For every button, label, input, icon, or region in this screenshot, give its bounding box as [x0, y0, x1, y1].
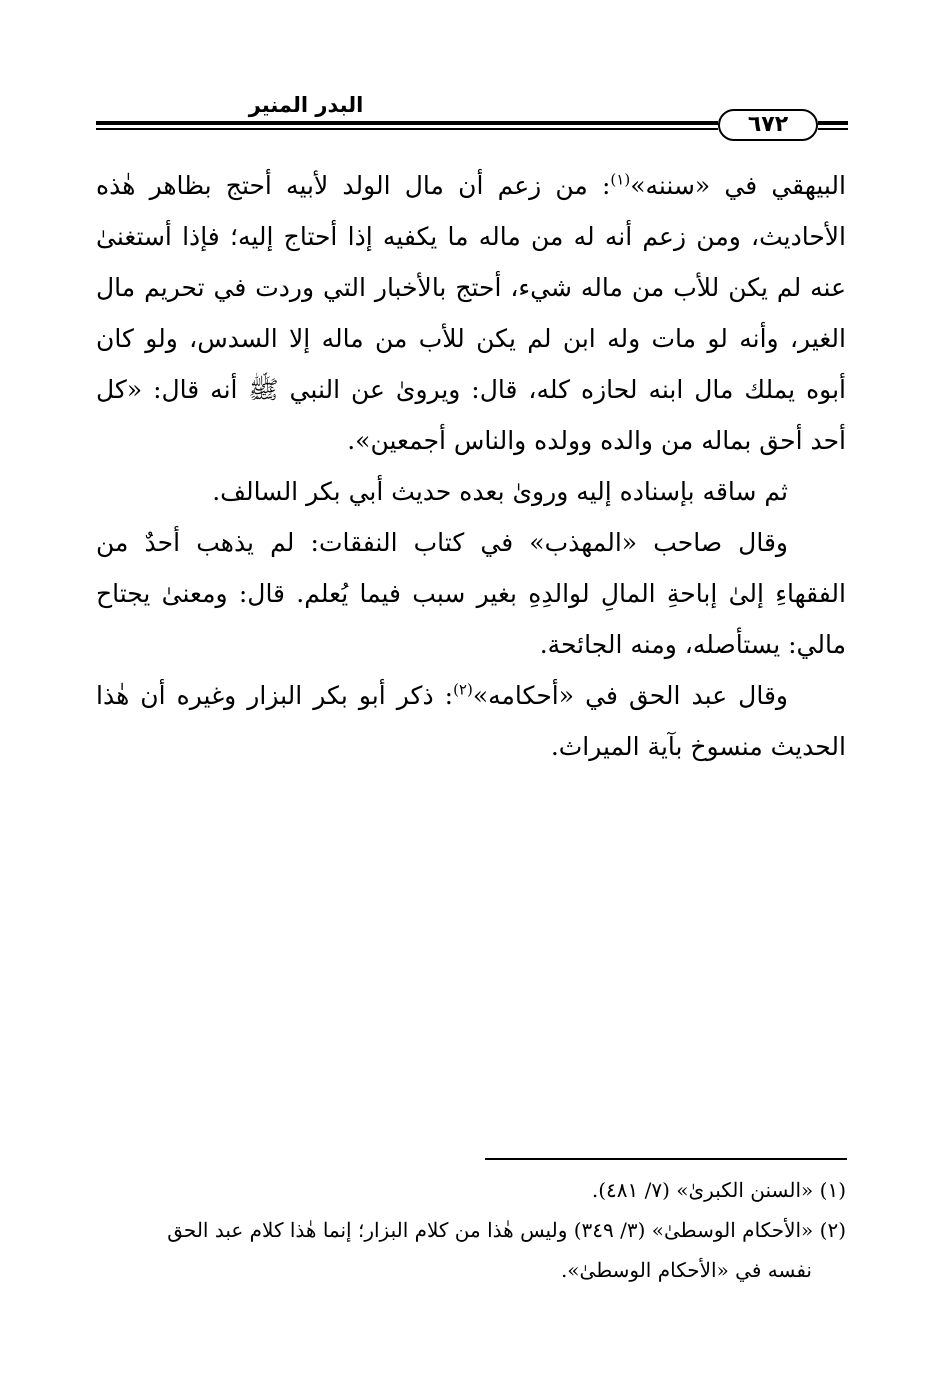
- header-rule-right-thin: [818, 128, 848, 130]
- footnote-1: (١) «السنن الكبرىٰ» (٧/ ٤٨١).: [591, 1178, 846, 1202]
- page-number: ٦٧٢: [718, 109, 818, 141]
- paragraph-1: [96, 160, 846, 466]
- paragraph-1-rest: : من زعم أن مال الولد لأبيه أحتج بظاهر هٰذه الأحاديث، ومن زعم أنه له من ماله ما يكفيه إذا أحتاج إليه؛ فإذا أستغنىٰ عنه لم يكن للأب من ماله شيء، أحتج بالأخبار التي وردت في تحريم مال الغير، وأنه لو مات وله ابن لم يكن للأب من ماله إلا السدس، ولو كان أبوه يملك مال ابنه لحازه كله، قال: ويروىٰ عن النبي ﷺ أنه قال: «كل أحد أحق بماله من والده وولده والناس أجمعين».: [96, 171, 846, 455]
- page-header: [96, 86, 848, 146]
- header-rule-thin: [96, 128, 718, 130]
- footnotes: [96, 1170, 846, 1290]
- header-rule-thick: [96, 121, 718, 125]
- paragraph-4-rest: : ذكر أبو بكر البزار وغيره أن هٰذا الحديث منسوخ بآية الميراث.: [96, 681, 846, 761]
- paragraph-4-start: وقال عبد الحق في «أحكامه»: [472, 681, 788, 710]
- paragraph-1-start: البيهقي في «سننه»: [630, 171, 846, 200]
- footnote-2-line-1: (٢) «الأحكام الوسطىٰ» (٣/ ٣٤٩) وليس هٰذا من كلام البزار؛ إنما هٰذا كلام عبد الحق: [167, 1218, 846, 1242]
- header-rule-right-thick: [818, 121, 848, 125]
- paragraph-2: ثم ساقه بإسناده إليه وروىٰ بعده حديث أبي بكر السالف.: [212, 477, 788, 506]
- footnote-ref-1: (١): [610, 170, 631, 189]
- paragraph-4: [96, 670, 846, 772]
- main-text: [96, 160, 846, 772]
- footnote-ref-2: (٢): [453, 680, 473, 699]
- paragraph-3: وقال صاحب «المهذب» في كتاب النفقات: لم يذهب أحدٌ من الفقهاءِ إلىٰ إباحةِ المالِ لوالدِهِ بغير سبب فيما يُعلم. قال: ومعنىٰ يجتاح مالي: يستأصله، ومنه الجائحة.: [96, 528, 846, 659]
- running-title: البدر المنير: [248, 93, 364, 117]
- footnote-2-line-2: نفسه في «الأحكام الوسطىٰ».: [560, 1258, 812, 1282]
- footnote-separator: [485, 1158, 847, 1160]
